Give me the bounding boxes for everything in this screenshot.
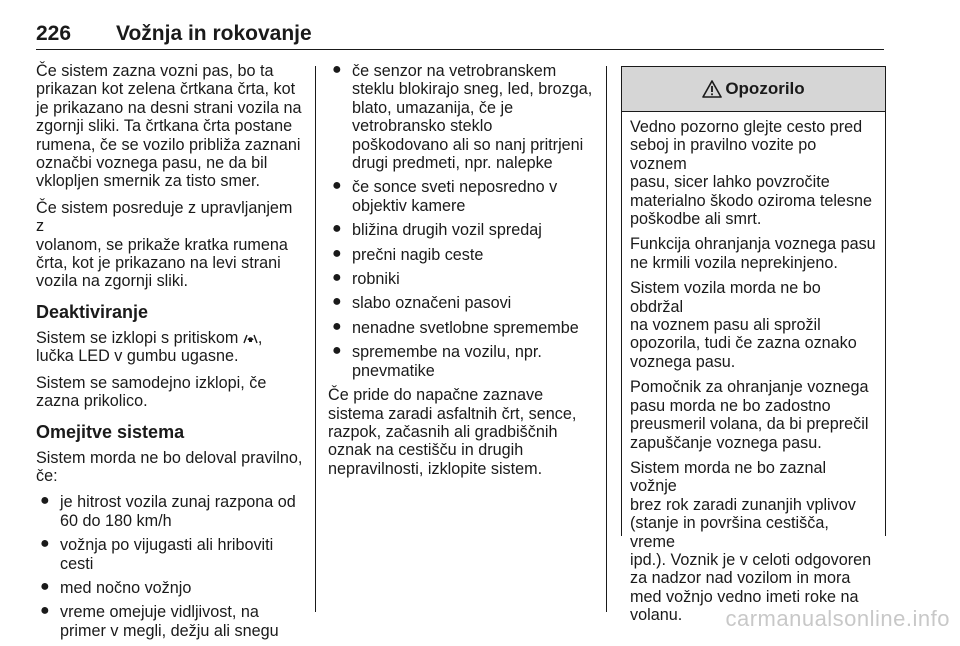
column-middle (328, 62, 604, 486)
list-item: ● med nočno vožnjo (40, 577, 192, 597)
column-left (36, 62, 304, 646)
page-header (36, 16, 884, 50)
warning-paragraph: Sistem morda ne bo zaznal vožnje brez rok zaradi zunanjih vplivov (stanje in površina cestišča, vreme ipd.). Voznik je v celoti odgovoren za nadzor nad vozilom in mora med vožnjo vedno imeti roke na volanu. (630, 458, 872, 625)
list-item: ● slabo označeni pasovi (332, 293, 512, 313)
closing-paragraph: Če pride do napačne zaznave sistema zaradi asfaltnih črt, sence, razpok, začasnih ali gradbiščnih oznak na cestišču in drugih nepravilnosti, izklopite sistem. (328, 386, 577, 478)
list-item: ● nenadne svetlobne spremembe (332, 317, 579, 337)
warning-paragraph: Funkcija ohranjanja voznega pasu ne krmili vozila neprekinjeno. (630, 235, 876, 272)
list-item: ● prečni nagib ceste (332, 244, 484, 264)
warning-title: Opozorilo (725, 79, 805, 98)
deactivate-text-a: Sistem se izklopi s pritiskom (36, 328, 239, 347)
warning-paragraph: Sistem vozila morda ne bo obdržal na voznem pasu ali sprožil opozorila, tudi če zazna oznako voznega pasu. (630, 279, 857, 371)
page-title: Vožnja in rokovanje (116, 22, 312, 45)
warning-paragraph: Vedno pozorno glejte cesto pred seboj in pravilno vozite po voznem pasu, sicer lahko povzročite materialno škodo oziroma telesne poškodbe ali smrt. (630, 118, 873, 229)
column-divider (606, 66, 607, 612)
list-item: ● robniki (332, 269, 400, 289)
page-number: 226 (36, 22, 72, 45)
list-item: ● spremembe na vozilu, npr. pnevmatike (332, 342, 542, 380)
steering-intervention-paragraph: Če sistem posreduje z upravljanjem z volanom, se prikaže kratka rumena črta, kot je prikazano na levi strani vozila na zgornji sliki. (36, 198, 293, 291)
column-divider (315, 66, 316, 612)
list-item: ● če senzor na vetrobranskem steklu blokirajo sneg, led, brozga, blato, umazanija, če je vetrobransko steklo poškodovano ali so nanj pritrjeni drugi predmeti, npr. nalepke (332, 61, 593, 173)
list-item: ● vožnja po vijugasti ali hriboviti cesti (40, 535, 274, 573)
lane-keep-assist-icon (243, 332, 258, 344)
limits-list (36, 493, 304, 640)
list-item: ● je hitrost vozila zunaj razpona od 60 do 180 km/h (40, 492, 296, 530)
warning-triangle-icon (702, 80, 722, 98)
conditions-list (328, 62, 604, 380)
list-item: ● če sonce sveti neposredno v objektiv kamere (332, 177, 558, 215)
limits-heading: Omejitve sistema (36, 421, 185, 442)
warning-body (622, 112, 885, 625)
header-rule (36, 49, 884, 50)
warning-header (622, 66, 885, 112)
lane-detection-paragraph: Če sistem zazna vozni pas, bo ta prikazan kot zelena črtkana črta, kot je prikazano na desni strani vozila na zgornji sliki. Ta črtkana črta postane rumena, če se vozilo približa zaznani označbi voznega pasu, ne da bil vklopljen smernik za tisto smer. (36, 62, 302, 191)
warning-paragraph: Pomočnik za ohranjanje voznega pasu morda ne bo zadostno preusmeril volana, da bi preprečil zapuščanje voznega pasu. (630, 378, 869, 452)
limits-intro: Sistem morda ne bo deloval pravilno, če: (36, 448, 303, 485)
deactivate-heading: Deaktiviranje (36, 301, 149, 322)
list-item: ● vreme omejuje vidljivost, na primer v megli, dežju ali snegu (40, 602, 279, 640)
list-item: ● bližina drugih vozil spredaj (332, 220, 542, 240)
trailer-paragraph: Sistem se samodejno izklopi, če zazna prikolico. (36, 373, 267, 411)
deactivate-paragraph (36, 329, 304, 366)
deactivate-text-b: , lučka LED v gumbu ugasne. (36, 328, 263, 366)
watermark: carmanualsonline.info (725, 606, 950, 631)
